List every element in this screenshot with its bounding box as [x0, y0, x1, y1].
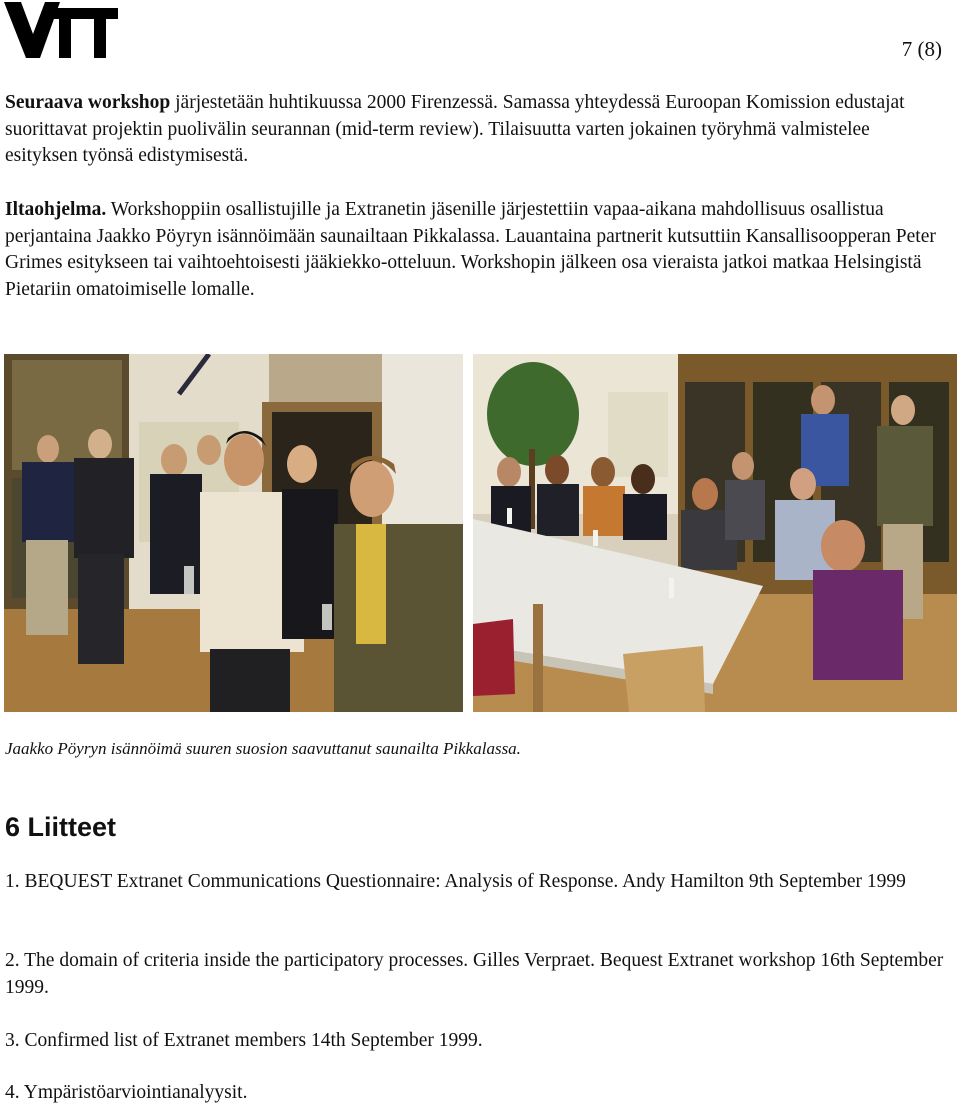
- paragraph-evening-program: [5, 197, 945, 303]
- paragraph-workshop-lead: Seuraava workshop: [5, 92, 171, 113]
- page-number: 7 (8): [901, 37, 942, 61]
- paragraph-workshop-text: järjestetään huhtikuussa 2000 Firenzessä. Samassa yhteydessä Euroopan Komission edustajat suorittavat projektin puolivälin seurannan (mid-term review). Tilaisuutta varten jokainen työryhmä valmistelee esityksen työnsä edistymisestä.: [5, 92, 905, 166]
- reference-item: 1. BEQUEST Extranet Communications Questionnaire: Analysis of Response. Andy Hamilton 9th September 1999: [5, 871, 906, 892]
- paragraph-evening-text: Workshoppiin osallistujille ja Extranetin jäsenille järjestettiin vapaa-aikana mahdollisuus osallistua perjantaina Jaakko Pöyryn isännöimään saunailtaan Pikkalassa. Lauantaina partnerit kutsuttiin Kansallisoopperan Peter Grimes esitykseen tai vaihtoehtoisesti jääkiekko-otteluun. Workshopin jälkeen osa vieraista jatkoi matkaa Helsingistä Pietariin omatoimiselle lomalle.: [5, 199, 936, 300]
- vtt-logo: [4, 2, 118, 58]
- paragraph-evening-lead: Iltaohjelma.: [5, 199, 107, 220]
- vtt-logo-mark: [4, 2, 118, 58]
- photo-guests-standing-image: [4, 354, 463, 712]
- section-heading: 6 Liitteet: [5, 812, 117, 842]
- reference-item: 3. Confirmed list of Extranet members 14th September 1999.: [5, 1030, 483, 1051]
- photo-meeting-table: [473, 354, 957, 712]
- photo-guests-standing: [4, 354, 463, 712]
- paragraph-workshop: [5, 90, 945, 170]
- photo-caption: Jaakko Pöyryn isännöimä suuren suosion saavuttanut saunailta Pikkalassa.: [5, 739, 521, 758]
- photo-meeting-table-image: [473, 354, 957, 712]
- reference-item: 4. Ympäristöarviointianalyysit.: [5, 1082, 248, 1103]
- reference-item: 2. The domain of criteria inside the participatory processes. Gilles Verpraet. Bequest Extranet workshop 16th September 1999.: [5, 950, 944, 998]
